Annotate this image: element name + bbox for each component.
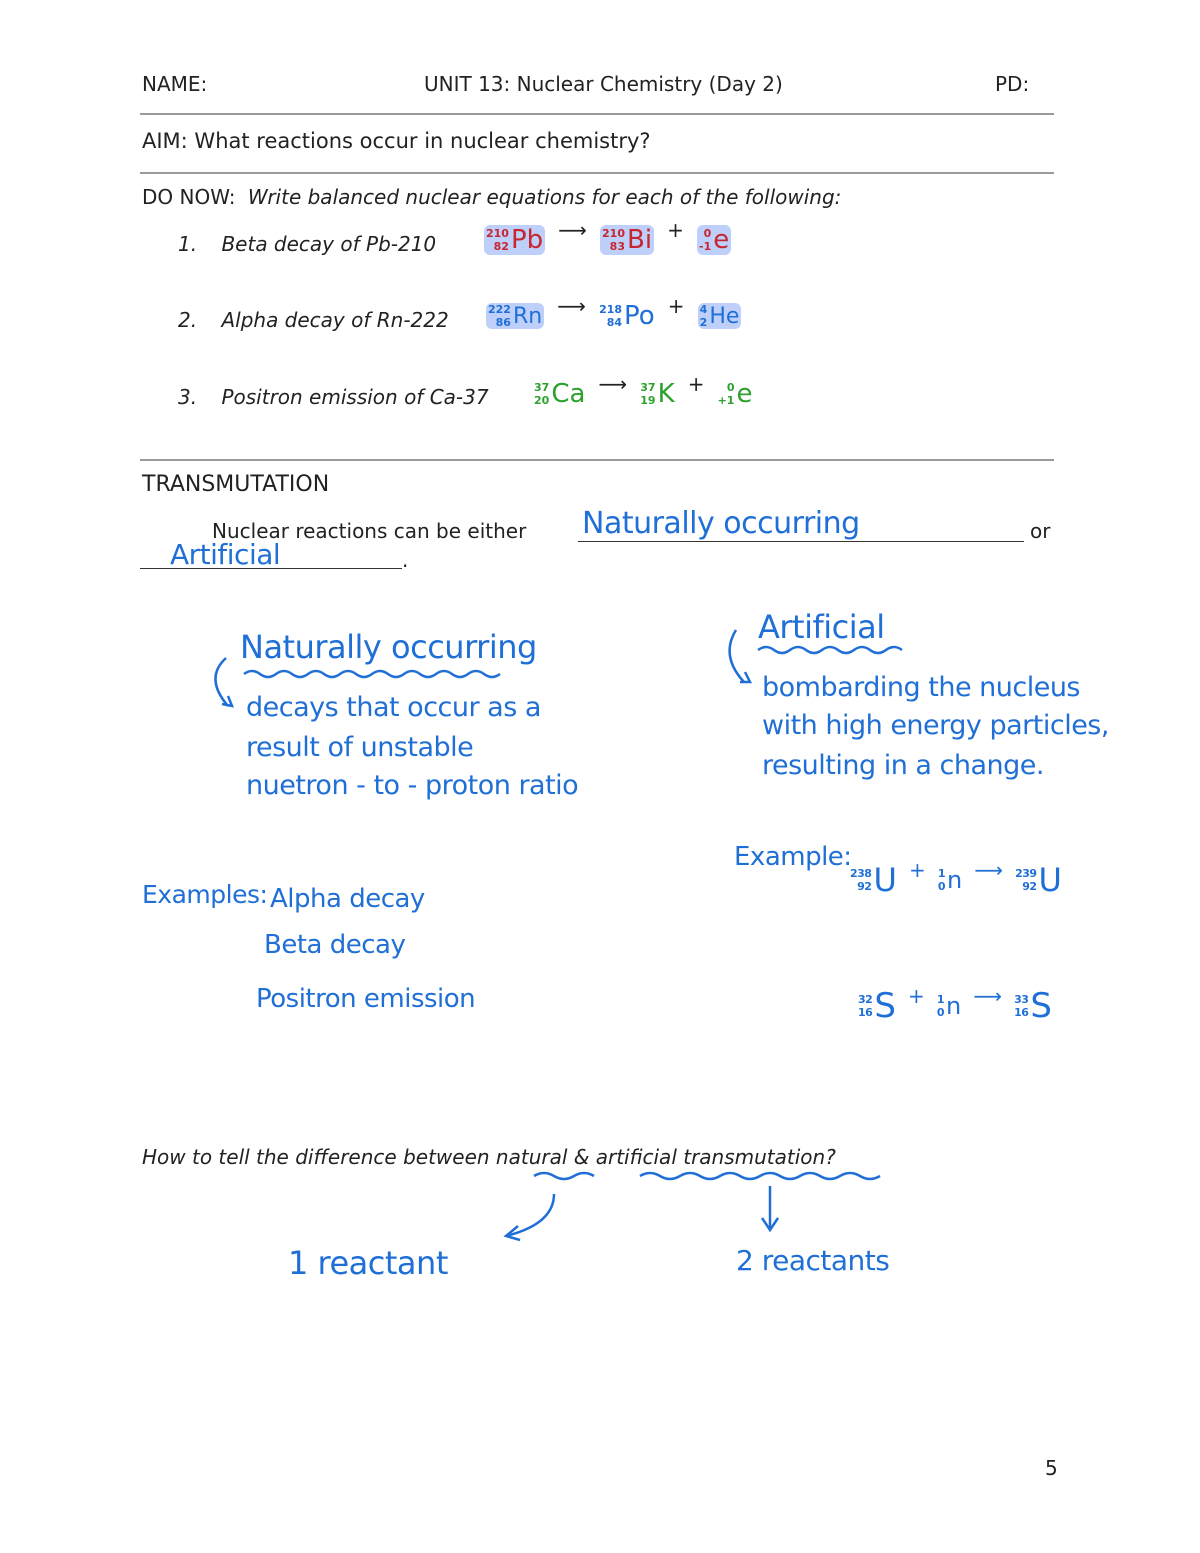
item-3: 3. Positron emission of Ca-37: [178, 385, 489, 409]
natural-answer: 1 reactant: [288, 1244, 448, 1282]
artificial-answer: 2 reactants: [736, 1244, 890, 1277]
artificial-equation-2: 32 16 S + 1 0 n ⟶ 33 16 S: [858, 984, 1052, 1026]
blank-2-answer: Artificial: [170, 538, 281, 571]
artificial-title: Artificial: [758, 608, 885, 646]
difference-question: How to tell the difference between natural & artificial transmutation?: [142, 1145, 836, 1169]
artificial-desc-3: resulting in a change.: [762, 750, 1044, 781]
unit-title: UNIT 13: Nuclear Chemistry (Day 2): [424, 72, 783, 96]
natural-desc-1: decays that occur as a: [246, 692, 541, 723]
natural-desc-3: nuetron - to - proton ratio: [246, 770, 579, 801]
natural-title: Naturally occurring: [240, 628, 537, 666]
difference-arrows: [490, 1168, 910, 1248]
header-rule: [140, 113, 1054, 115]
equation-3: 37 20 Ca ⟶ 37 19 K + 0 +1 e: [534, 372, 753, 409]
artificial-example-label: Example:: [734, 842, 852, 872]
equation-2: 222 86 Rn ⟶ 218 84 Po + 4 2 He: [488, 294, 740, 331]
blank-1-answer: Naturally occurring: [582, 506, 860, 541]
natural-example-2: Beta decay: [264, 930, 406, 960]
aim-text: AIM: What reactions occur in nuclear chemistry?: [142, 129, 651, 153]
page-number: 5: [1045, 1456, 1058, 1480]
aim-rule: [140, 172, 1054, 174]
equation-1: 210 82 Pb ⟶ 210 83 Bi + 0 -1 e: [486, 218, 730, 255]
sentence-start: Nuclear reactions can be either: [212, 519, 527, 543]
or-text: or: [1030, 519, 1051, 543]
natural-examples-label: Examples:: [142, 880, 268, 909]
natural-example-3: Positron emission: [256, 984, 476, 1014]
artificial-equation-1: 238 92 U + 1 0 n ⟶ 239 92 U: [850, 858, 1062, 899]
period: .: [402, 548, 409, 572]
artificial-desc-2: with high energy particles,: [762, 710, 1109, 741]
name-label: NAME:: [142, 72, 208, 96]
do-now-instruction: Write balanced nuclear equations for each of the following:: [247, 185, 842, 209]
do-now-rule: [140, 459, 1054, 461]
natural-example-1: Alpha decay: [270, 884, 425, 914]
transmutation-heading: TRANSMUTATION: [142, 472, 330, 497]
blank-1-line: [578, 541, 1024, 542]
period-label: PD:: [995, 72, 1030, 96]
natural-desc-2: result of unstable: [246, 732, 474, 763]
blank-2-line: [140, 568, 402, 569]
artificial-desc-1: bombarding the nucleus: [762, 672, 1080, 703]
item-2: 2. Alpha decay of Rn-222: [178, 308, 449, 332]
item-1: 1. Beta decay of Pb-210: [178, 232, 437, 256]
do-now-label: DO NOW:: [142, 185, 236, 209]
do-now: [142, 185, 841, 209]
